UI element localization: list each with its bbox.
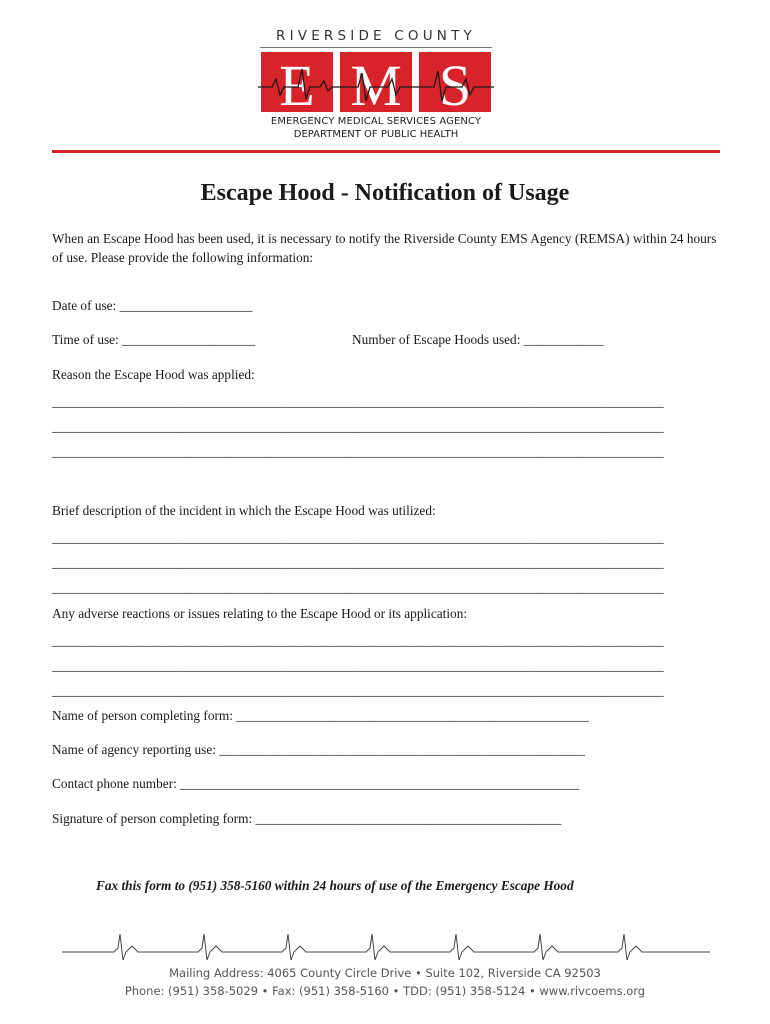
- contact-phone-field[interactable]: Contact phone number: ____________________________________________________________: [52, 776, 580, 791]
- description-line-3[interactable]: ____________________________________________________________________________________________: [52, 580, 664, 595]
- adverse-line-2[interactable]: ____________________________________________________________________________________________: [52, 658, 664, 673]
- description-line-2[interactable]: ____________________________________________________________________________________________: [52, 555, 664, 570]
- logo-agency-name: EMERGENCY MEDICAL SERVICES AGENCY: [270, 116, 482, 127]
- logo-letter-s: S: [438, 53, 472, 115]
- reason-line-3[interactable]: ____________________________________________________________________________________________: [52, 444, 664, 459]
- adverse-reactions-label: Any adverse reactions or issues relating to the Escape Hood or its application:: [52, 606, 468, 621]
- logo-divider: [260, 47, 492, 48]
- agency-name-field[interactable]: Name of agency reporting use: _______________________________________________________: [52, 742, 585, 757]
- adverse-line-3[interactable]: ____________________________________________________________________________________________: [52, 683, 664, 698]
- footer-contact-info: Phone: (951) 358-5029 • Fax: (951) 358-5160 • TDD: (951) 358-5124 • www.rivcoems.org: [124, 984, 646, 998]
- ems-logo: [258, 28, 494, 142]
- description-line-1[interactable]: ____________________________________________________________________________________________: [52, 530, 664, 545]
- reason-label: Reason the Escape Hood was applied:: [52, 367, 255, 382]
- adverse-line-1[interactable]: ____________________________________________________________________________________________: [52, 633, 664, 648]
- intro-paragraph: When an Escape Hood has been used, it is necessary to notify the Riverside County EMS Agency (REMSA) within 24 hours of use. Please provide the following information:: [52, 231, 717, 265]
- footer-heartbeat-icon: [62, 928, 710, 962]
- logo-letter-m: M: [350, 53, 402, 115]
- page-title: Escape Hood - Notification of Usage: [200, 180, 570, 206]
- logo-department-name: DEPARTMENT OF PUBLIC HEALTH: [293, 129, 459, 140]
- time-of-use-field[interactable]: Time of use: ____________________: [52, 332, 256, 347]
- number-of-hoods-field[interactable]: Number of Escape Hoods used: ____________: [352, 332, 604, 347]
- signature-field[interactable]: Signature of person completing form: ______________________________________________: [52, 811, 562, 826]
- logo-county-name: RIVERSIDE COUNTY: [276, 28, 476, 44]
- footer-mailing-address: Mailing Address: 4065 County Circle Drive • Suite 102, Riverside CA 92503: [169, 966, 601, 980]
- reason-line-2[interactable]: ____________________________________________________________________________________________: [52, 419, 664, 434]
- date-of-use-field[interactable]: Date of use: ____________________: [52, 298, 253, 313]
- header-divider: [52, 150, 720, 153]
- description-label: Brief description of the incident in which the Escape Hood was utilized:: [52, 503, 436, 518]
- ems-logo-graphic: [258, 49, 494, 115]
- person-name-field[interactable]: Name of person completing form: _____________________________________________________: [52, 708, 589, 723]
- reason-line-1[interactable]: ____________________________________________________________________________________________: [52, 394, 664, 409]
- fax-instruction: Fax this form to (951) 358-5160 within 24 hours of use of the Emergency Escape Hood: [96, 878, 574, 893]
- logo-letter-e: E: [279, 53, 315, 115]
